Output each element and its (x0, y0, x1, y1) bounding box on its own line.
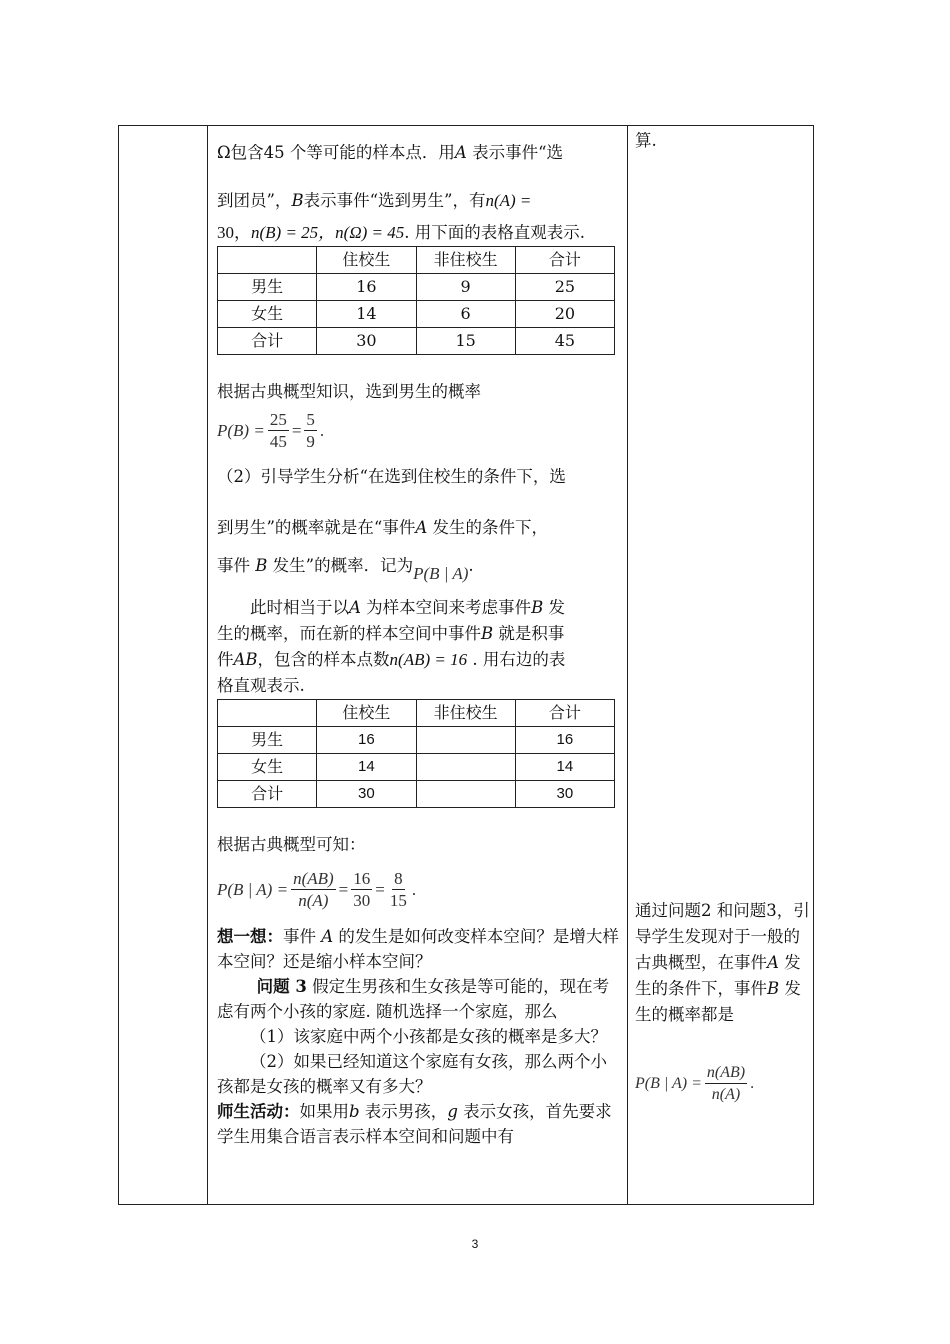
design-intent-column (635, 126, 811, 1204)
paragraph-q3-part2: （2）如果已经知道这个家庭有女孩，那么两个小孩都是女孩的概率又有多大？ (217, 1052, 607, 1096)
note-conditional-probability: 通过问题2 和问题3，引导学生发现对于一般的古典概型，在事件A 发生的条件下，事件B 发生的概率都是 (635, 901, 810, 1024)
column-divider-left (207, 126, 208, 1204)
paragraph-think: 想一想：事件 A 的发生是如何改变样本空间？是增大样本空间？还是缩小样本空间？ (217, 927, 619, 971)
note-formula: P(B | A) = $\frac{n(AB)}{n(A)}$ . (635, 1063, 755, 1103)
formula-prob-boy: P(B) = $\frac{25}{45}$ = $\frac{5}{9}$ . (217, 409, 325, 451)
table-residence-gender (217, 246, 615, 355)
paragraph-teacher-student-activity: 师生活动：如果用b 表示男孩，g 表示女孩，首先要求学生用集合语言表示样本空间和问题中有 (217, 1102, 612, 1146)
table-row: 男生 16 9 25 (218, 274, 615, 301)
paragraph-question-3: 问题 3 假定生男孩和生女孩是等可能的，现在考虑有两个小孩的家庭. 随机选择一个家庭，那么 (217, 977, 610, 1021)
note-continuation: 算. (635, 131, 657, 150)
paragraph-new-sample-space: 此时相当于以A 为样本空间来考虑事件B 发 生的概率，而在新的样本空间中事件B 就是积事 件AB，包含的样本点数n(AB) = 16 . 用右边的表 格直观表示. (217, 598, 566, 695)
table-row: 女生 14 14 (218, 754, 615, 781)
header-total: 合计 (515, 247, 614, 274)
table-header-row (218, 247, 615, 274)
table-row: 合计 30 30 (218, 781, 615, 808)
formula-conditional-prob: P(B | A) = $\frac{n(AB)}{n(A)}$ = $\frac{16}{30}$ = $\frac{8}{15}$ . (217, 868, 417, 910)
header-nonboarding: 非住校生 (416, 247, 515, 274)
column-divider-right (627, 126, 628, 1204)
header-boarding: 住校生 (317, 247, 416, 274)
table-row: 女生 14 6 20 (218, 301, 615, 328)
paragraph-conditional-intro: （2）引导学生分析“在选到住校生的条件下，选 到男生”的概率就是在“事件A 发生的条件下， 事件 B 发生”的概率．记为P(B | A). (217, 467, 566, 583)
paragraph-sample-space: Ω包含45 个等可能的样本点．用A 表示事件“选 到团员”，B表示事件“选到男生”，有n(A) = 30，n(B) = 25，n(Ω) = 45. 用下面的表格直观表示. (217, 143, 586, 242)
table-row: 合计 30 15 45 (218, 328, 615, 355)
paragraph-classical-probability: 根据古典概型知识，选到男生的概率 (217, 382, 481, 401)
lesson-table-frame (118, 125, 814, 1205)
table-boarding-subset (217, 699, 615, 808)
paragraph-by-classical-model: 根据古典概型可知： (217, 835, 366, 854)
paragraph-q3-part1: （1）该家庭中两个小孩都是女孩的概率是多大？ (250, 1027, 607, 1046)
table-header-row: 住校生 非住校生 合计 (218, 700, 615, 727)
table-row: 男生 16 16 (218, 727, 615, 754)
teaching-content-column (217, 126, 621, 1204)
page-number: 3 (471, 1237, 479, 1251)
